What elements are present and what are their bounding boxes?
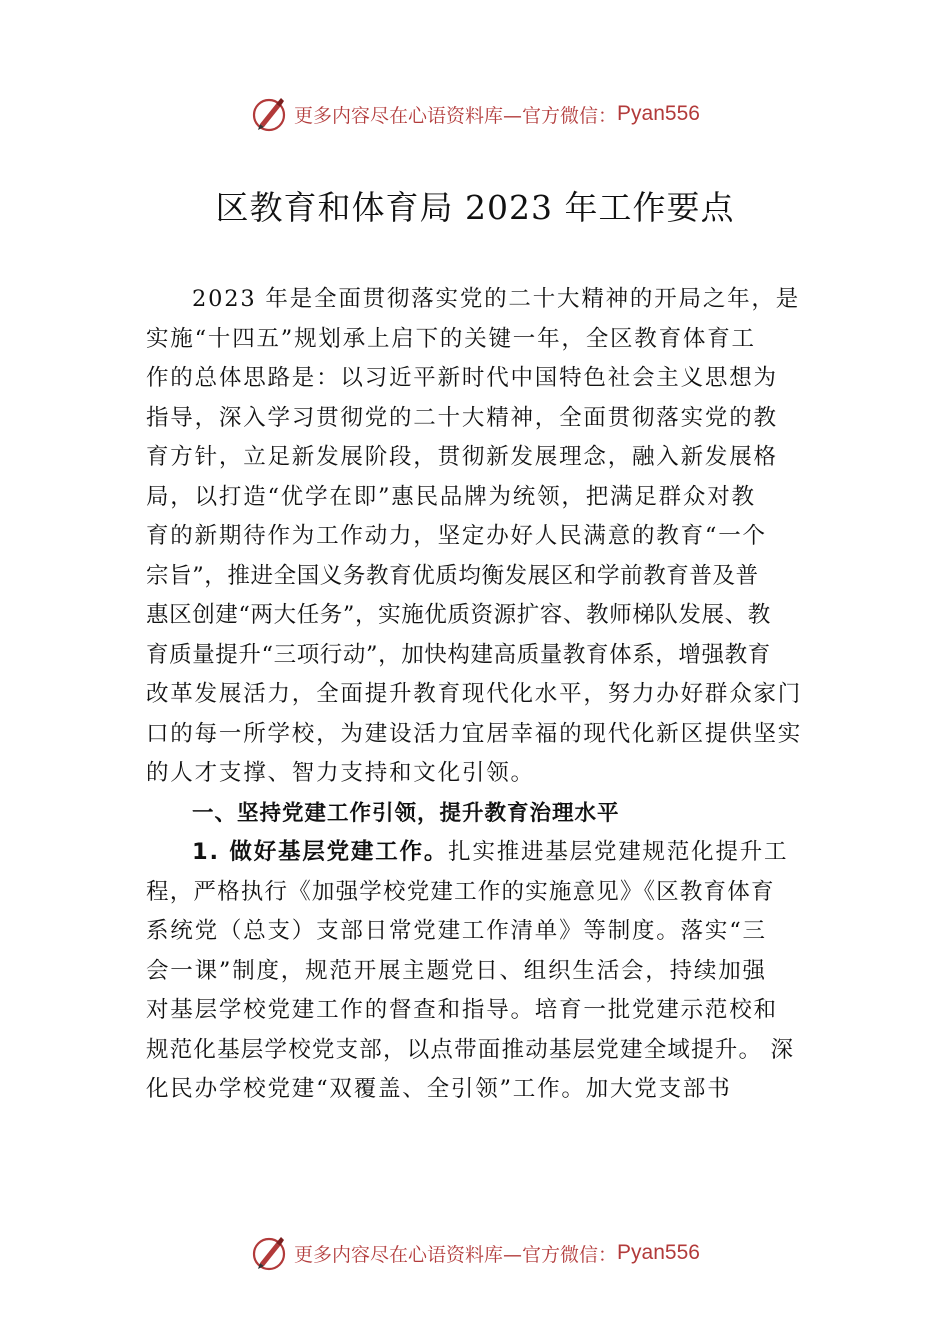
- item-line: 化民办学校党建“双覆盖、全引领”工作。加大党支部书: [146, 1076, 732, 1102]
- watermark-footer: [0, 1231, 950, 1275]
- intro-line: 2023 年是全面贯彻落实党的二十大精神的开局之年，是: [192, 286, 801, 312]
- item-line: 系统党（总支）支部日常党建工作清单》等制度。落实“三: [146, 918, 767, 944]
- item-lead: 1. 做好基层党建工作。: [192, 839, 449, 865]
- pen-logo-icon: [250, 1233, 290, 1273]
- watermark-header: [0, 92, 950, 136]
- section-heading: 一、坚持党建工作引领，提升教育治理水平: [192, 800, 620, 826]
- page-title: 区教育和体育局 2023 年工作要点: [215, 188, 735, 227]
- watermark-text: 更多内容尽在心语资料库—官方微信：: [294, 104, 618, 127]
- intro-line: 局，以打造“优学在即”惠民品牌为统领，把满足群众对教: [146, 483, 756, 510]
- item-line: 会一课”制度，规范开展主题党日、组织生活会，持续加强: [146, 957, 767, 984]
- watermark-wechat-id: Pyan556: [617, 102, 700, 125]
- document-body: [146, 280, 810, 1110]
- intro-line: 指导，深入学习贯彻党的二十大精神，全面贯彻落实党的教: [146, 404, 778, 431]
- item-first-line: [146, 833, 810, 873]
- watermark-wechat-id: Pyan556: [617, 1241, 700, 1264]
- watermark-text: 更多内容尽在心语资料库—官方微信：: [294, 1243, 618, 1266]
- intro-line: 实施“十四五”规划承上启下的关键一年，全区教育体育工: [146, 325, 756, 352]
- item-line: 对基层学校党建工作的督查和指导。培育一批党建示范校和: [146, 997, 778, 1023]
- intro-line: 口的每一所学校，为建设活力宜居幸福的现代化新区提供坚实: [146, 720, 803, 747]
- intro-line: 育的新期待作为工作动力，坚定办好人民满意的教育“一个: [146, 523, 767, 549]
- intro-line: 作的总体思路是：以习近平新时代中国特色社会主义思想为: [146, 365, 778, 391]
- item-first-line-rest: 扎实推进基层党建规范化提升工: [448, 839, 789, 865]
- item-line: 程，严格执行《加强学校党建工作的实施意见》《区教育体育: [146, 878, 775, 905]
- intro-line: 惠区创建“两大任务”，实施优质资源扩容、教师梯队发展、教: [146, 602, 771, 628]
- pen-logo-icon: [250, 94, 290, 134]
- intro-line: 育质量提升“三项行动”，加快构建高质量教育体系，增强教育: [146, 641, 771, 668]
- intro-line: 改革发展活力，全面提升教育现代化水平，努力办好群众家门: [146, 681, 803, 707]
- intro-line: 的人才支撑、智力支持和文化引领。: [146, 760, 535, 786]
- intro-line: 宗旨”，推进全国义务教育优质均衡发展区和学前教育普及普: [146, 562, 759, 589]
- intro-line: 育方针，立足新发展阶段，贯彻新发展理念，融入新发展格: [146, 444, 778, 470]
- item-line: 规范化基层学校党支部，以点带面推动基层党建全域提升。 深: [146, 1036, 795, 1063]
